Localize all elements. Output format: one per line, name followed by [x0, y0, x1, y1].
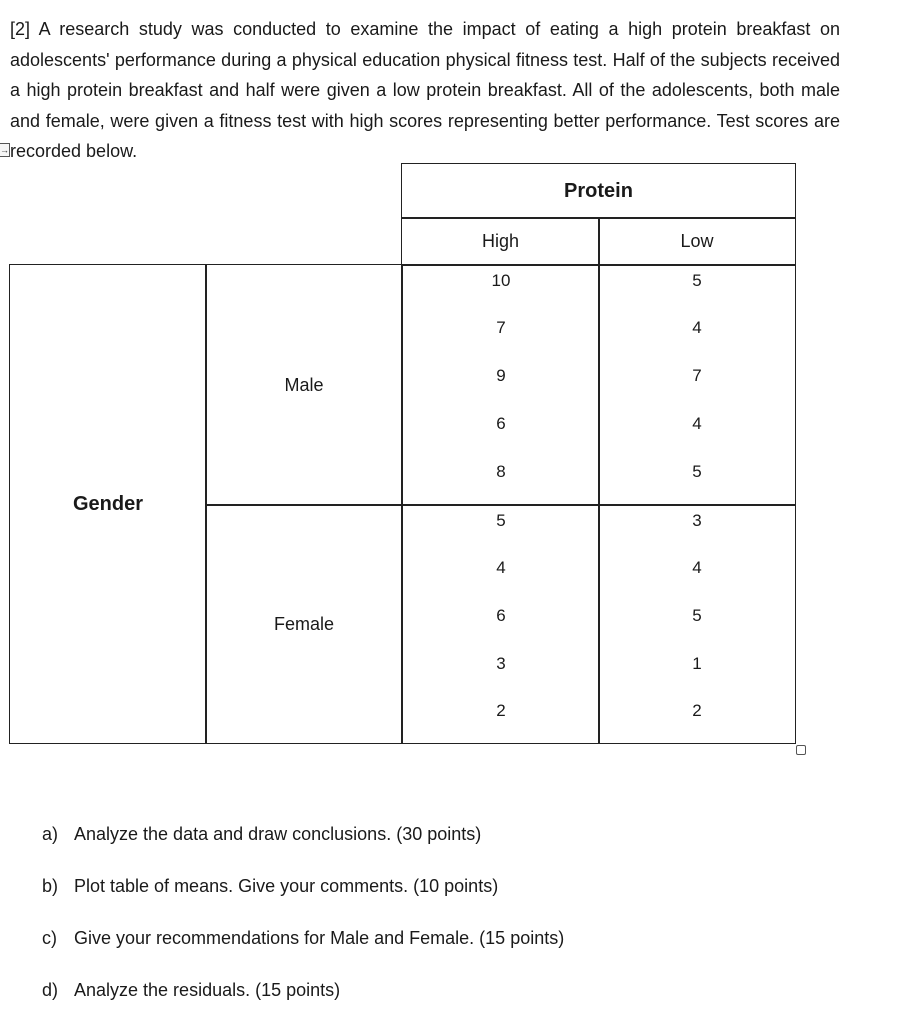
score-value: 4: [692, 414, 702, 433]
question-item: [42, 978, 842, 1030]
score-value: 4: [496, 558, 506, 577]
problem-statement: [2] A research study was conducted to examine the impact of eating a high protein breakfast on adolescents' performance during a physical education physical fitness test. Half of the subjects received a high protein breakfast and half were given a low protein breakfast. All of the adolescents, both male and female, were given a fitness test with high scores representing better performance. Test scores are recorded below.: [10, 19, 840, 161]
score-value: 5: [692, 606, 702, 625]
question-list: [42, 822, 842, 1030]
score-value: 4: [692, 318, 702, 337]
table-move-handle-icon[interactable]: →: [0, 145, 9, 155]
score-value: 7: [496, 318, 506, 337]
row-label-male: Male: [205, 264, 403, 506]
score-value: 6: [496, 414, 506, 433]
column-header-low: Low: [598, 217, 796, 266]
score-value: 7: [692, 366, 702, 385]
question-item: [42, 822, 842, 874]
score-value: 4: [692, 558, 702, 577]
score-value: 1: [692, 654, 702, 673]
question-label: d): [42, 980, 59, 1000]
question-text: Analyze the data and draw conclusions. (30 points): [74, 824, 482, 844]
row-label-female: Female: [205, 504, 403, 744]
question-item: [42, 874, 842, 926]
column-header-high: High: [401, 217, 600, 266]
score-value: 10: [491, 271, 511, 290]
table-resize-handle[interactable]: [796, 745, 806, 755]
score-value: 2: [692, 701, 702, 720]
score-value: 3: [496, 654, 506, 673]
score-value: 9: [496, 366, 506, 385]
question-text: Give your recommendations for Male and Female. (15 points): [74, 928, 565, 948]
question-label: a): [42, 824, 59, 844]
score-value: 2: [496, 701, 506, 720]
protein-header: Protein: [401, 163, 796, 219]
score-value: 3: [692, 511, 702, 530]
gender-header: Gender: [9, 264, 207, 744]
score-value: 5: [692, 462, 702, 481]
question-label: c): [42, 928, 57, 948]
score-value: 6: [496, 606, 506, 625]
score-value: 8: [496, 462, 506, 481]
question-label: b): [42, 876, 59, 896]
question-text: Analyze the residuals. (15 points): [74, 980, 341, 1000]
score-value: 5: [692, 271, 702, 290]
question-text: Plot table of means. Give your comments. (10 points): [74, 876, 499, 896]
score-value: 5: [496, 511, 506, 530]
question-item: [42, 926, 842, 978]
